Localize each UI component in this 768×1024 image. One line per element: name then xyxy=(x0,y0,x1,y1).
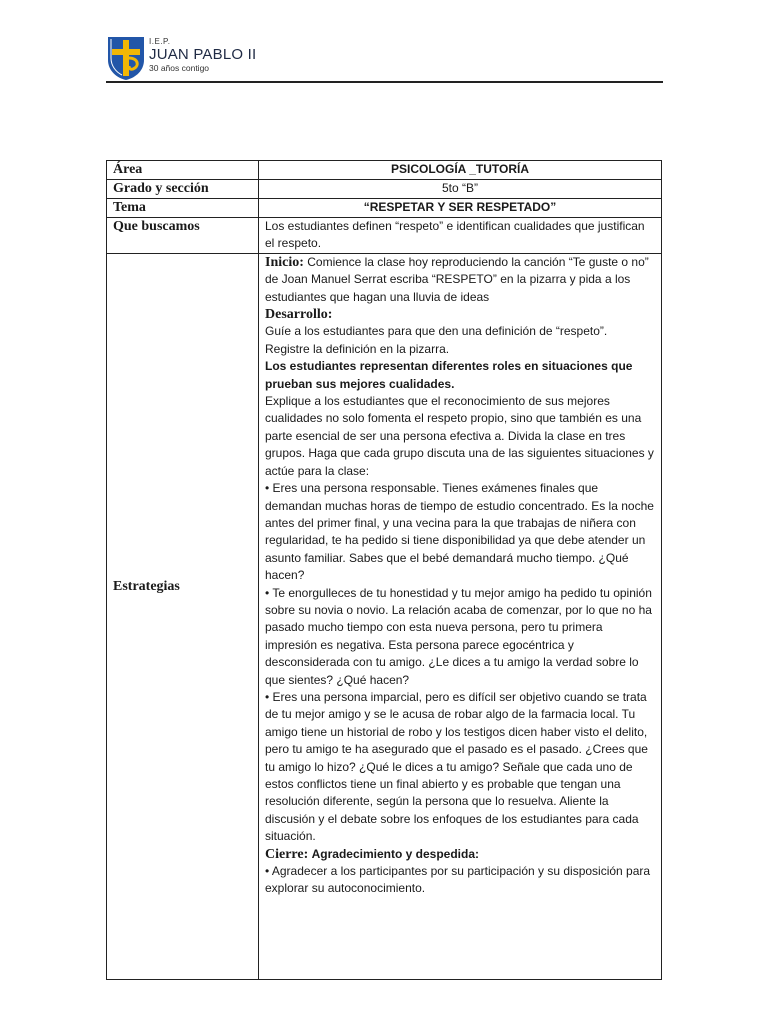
row-tema xyxy=(107,199,662,218)
cierre-heading xyxy=(265,846,655,863)
school-name: JUAN PABLO II xyxy=(149,46,257,63)
label-area: Área xyxy=(107,161,259,180)
value-tema: “RESPETAR Y SER RESPETADO” xyxy=(259,199,662,218)
school-logo-icon xyxy=(106,36,146,80)
inicio-paragraph xyxy=(265,254,655,306)
label-grado: Grado y sección xyxy=(107,180,259,199)
inicio-text: Comience la clase hoy reproduciendo la canción “Te guste o no” de Joan Manuel Serrat escriba “RESPETO” en la pizarra y pida a los estudiantes que hagan una lluvia de ideas xyxy=(265,254,649,304)
header-divider xyxy=(106,81,663,83)
value-area: PSICOLOGÍA _TUTORÍA xyxy=(259,161,662,180)
label-que-buscamos: Que buscamos xyxy=(107,218,259,254)
row-que-buscamos xyxy=(107,218,662,254)
value-estrategias xyxy=(259,253,662,979)
row-estrategias xyxy=(107,253,662,979)
situacion-2: • Te enorgulleces de tu honestidad y tu mejor amigo ha pedido tu opinión sobre su novia o novio. La relación acaba de comenzar, por lo que no ha pasado mucho tiempo con esta nueva persona, pero tu primera impresión es negativa. Esta persona parece egocéntrica y desconsiderada con tu amigo. ¿Le dices a tu amigo la verdad sobre lo que sientes? ¿Qué hacen? xyxy=(265,585,652,687)
row-grado xyxy=(107,180,662,199)
school-brand xyxy=(149,38,256,73)
situacion-1: • Eres una persona responsable. Tienes exámenes finales que demandan muchas horas de tiempo de estudio concentrado. Es la noche antes del primer final, y una vecina para la que trabajas de niñera con regularidad, te ha pedido si tiene disponibilidad ya que debe atender un asunto familiar. Sabes que el bebé demandará mucho tiempo. ¿Qué hacen? xyxy=(265,481,654,583)
desarrollo-paragraph-2: Explique a los estudiantes que el reconocimiento de sus mejores cualidades no solo fomenta el respeto propio, sino que también es una parte esencial de ser una persona efectiva a. Divida la clase en tres grupos. Haga que cada grupo discuta una de las siguientes situaciones y actúe para la clase: xyxy=(265,394,654,478)
page-header xyxy=(106,36,662,82)
cierre-subtitle: Agradecimiento y despedida: xyxy=(311,846,479,861)
label-estrategias: Estrategias xyxy=(107,253,259,979)
desarrollo-paragraph-1: Guíe a los estudiantes para que den una definición de “respeto”. Registre la definición en la pizarra. xyxy=(265,324,608,356)
brand-iep: I.E.P. xyxy=(149,37,171,46)
desarrollo-title: Desarrollo: xyxy=(265,307,333,323)
row-area xyxy=(107,161,662,180)
lesson-plan-table xyxy=(106,160,662,980)
situacion-3: • Eres una persona imparcial, pero es difícil ser objetivo cuando se trata de tu mejor amigo y se le acusa de robar algo de la farmacia local. Tu amigo tiene un historial de robo y los testigos dicen haber visto el delito, pero tu amigo te ha asegurado que el pasado es el pasado. ¿Crees que tu amigo lo hizo? ¿Qué le dices a tu amigo? Señale que cada uno de estos conflictos tiene un final abierto y es probable que tengan una resolución diferente, según la persona que lo resuelva. Aliente la discusión y el debate sobre los enfoques de los estudiantes para cada situación. xyxy=(265,689,648,844)
label-tema: Tema xyxy=(107,199,259,218)
value-grado: 5to “B” xyxy=(259,180,662,199)
school-tagline: 30 años contigo xyxy=(149,63,210,73)
inicio-title: Inicio: xyxy=(265,254,304,270)
desarrollo-bold-heading: Los estudiantes representan diferentes roles en situaciones que prueban sus mejores cualidades. xyxy=(265,359,633,391)
value-que-buscamos: Los estudiantes definen “respeto” e identifican cualidades que justifican el respeto. xyxy=(259,218,662,254)
cierre-title: Cierre: xyxy=(265,846,309,862)
cierre-text: • Agradecer a los participantes por su participación y su disposición para explorar su autoconocimiento. xyxy=(265,864,651,896)
